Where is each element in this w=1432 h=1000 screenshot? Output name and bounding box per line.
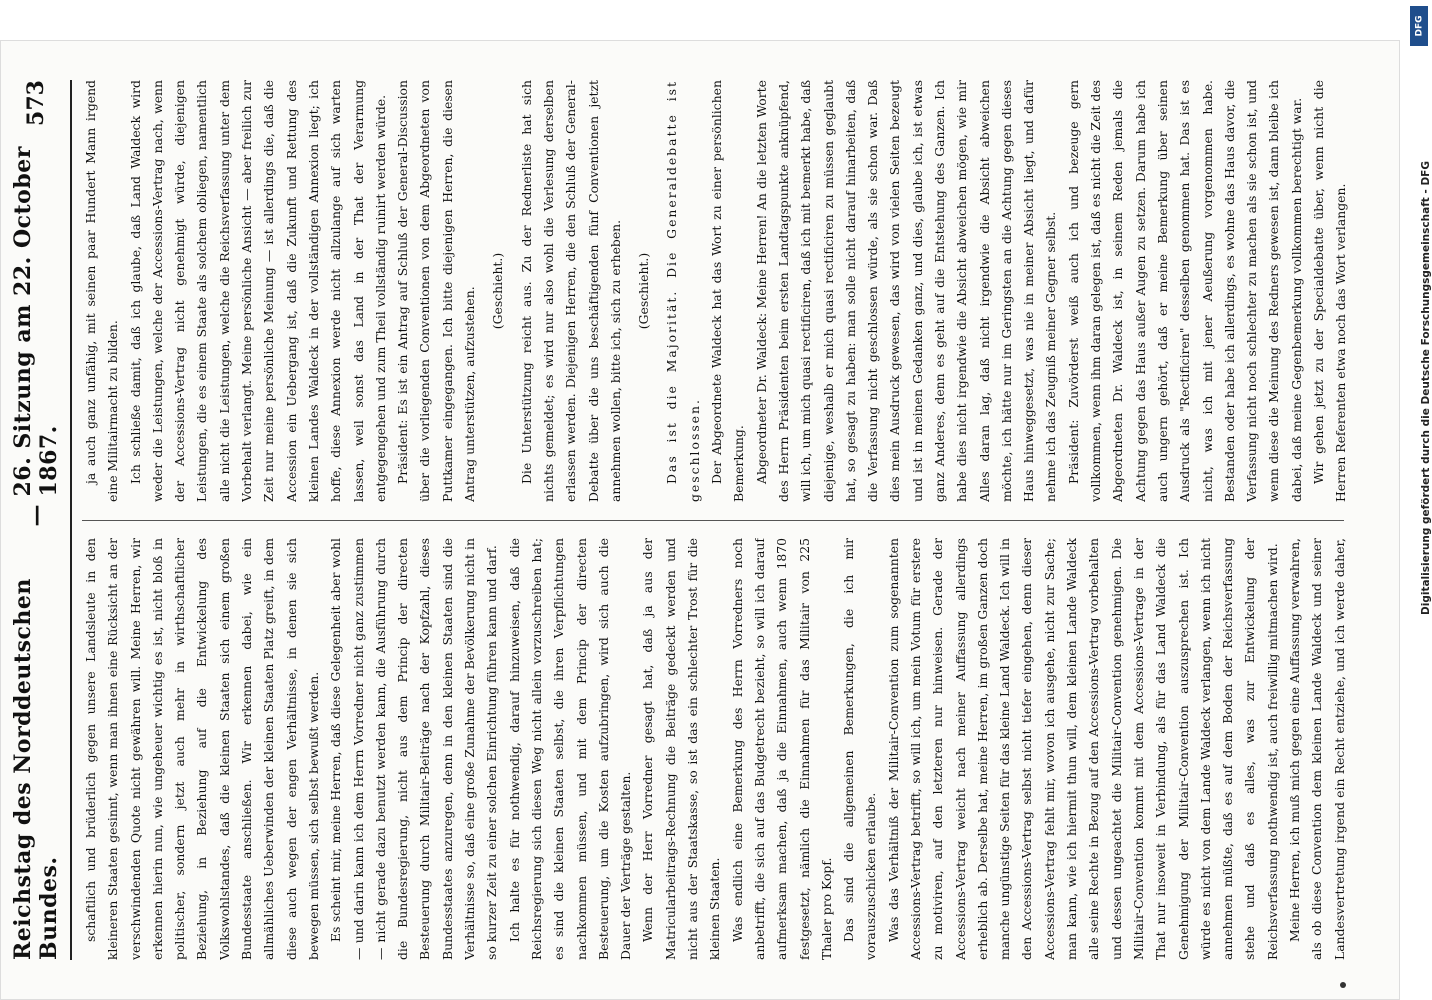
rotated-page bbox=[0, 40, 1400, 1000]
stage-direction: (Geschieht.) bbox=[490, 252, 506, 330]
paragraph: ja auch ganz unfähig, mit seinen paar Hundert Mann irgend eine Militairmacht zu bilden. bbox=[83, 80, 121, 502]
header-session-title: 26. Sitzung am 22. October 1867. bbox=[10, 146, 62, 497]
paragraph: Das ist die Majorität. Die Generaldebatte ist geschlossen. bbox=[664, 80, 702, 502]
dfg-sidebar bbox=[1408, 0, 1432, 1000]
digitization-credit: Digitalisierung gefördert durch die Deutsche Forschungsgemeinschaft - DFG bbox=[1420, 161, 1432, 615]
column-divider bbox=[82, 520, 1344, 521]
paragraph: schaftlich und brüderlich gegen unsere Landsleute in den kleineren Staaten gesinnt, wenn man ihnen eine Rücksicht an der verschwindenden Quote nicht gewähren will. Meine Herren, wir erkennen hierin nun, wie ungeheuer wichtig es ist, nicht bloß in politischer, sondern jetzt auch mehr in wirthschaftlicher Beziehung, in Beziehung auf die Entwickelung des Volkswohlstandes, daß die kleinen Staaten sich einem großen Bundesstaate anschließen. Wir erkennen dabei, wie ein allmähliches Ueberwinden der kleinen Staaten Platz greift, in dem diese auch wegen der engen Verhältnisse, in denen sie sich bewegen müssen, sich selbst bewußt werden. bbox=[83, 538, 321, 960]
page-header bbox=[4, 80, 68, 960]
dfg-logo-text: DFG bbox=[1414, 15, 1425, 37]
paragraph: Die Unterstützung reicht aus. Zu der Rednerliste hat sich nichts gemeldet; es wird nur also wohl die Verlesung derselben erlassen werden. Diejenigen Herren, die den Schluß der General-Debatte über die uns beschäftigenden fünf Conventionen jetzt annehmen wollen, bitte ich, sich zu erheben. bbox=[518, 80, 623, 502]
header-left-title: Reichstag des Norddeutschen Bundes. bbox=[10, 578, 62, 960]
paragraph: Ich schließe damit, daß ich glaube, daß Land Waldeck wird weder die Leistungen, welche der Accessions-Vertrag nach, wenn der Accessions-Vertrag nicht genehmigt würde, diejenigen Leistungen, die es einem Staate als solchem obliegen, namentlich alle nicht die Leistungen, welche die Reichsverfassung unter dem Vorbehalt verlangt. Meine persönliche Ansicht — aber freilich zur Zeit nur meine persönliche Meinung — ist allerdings die, daß die Accession ein Uebergang ist, daß die Zukunft und Rettung des kleinen Landes Waldeck in der vollständigen Annexion liegt; ich hoffe, diese Annexion werde nicht allzulange auf sich warten lassen, weil sonst das Land in der That der Verarmung entgegengehen und zum Theil vollständig ruinirt werden würde. bbox=[127, 80, 388, 502]
right-column bbox=[80, 80, 1348, 502]
paragraph-speech: Abgeordneter Dr. Waldeck: Meine Herren! An die letzten Worte des Herrn Präsidenten beim ersten Landtagspunkte anknüpfend, will ich, um mich quasi rectificiren, daß ich mit bemerkt habe, daß diejenige, weshalb er mich quasi rectificiren zu müssen geglaubt hat, so gesagt zu haben: man solle nicht darauf hinarbeiten, daß die Verfassung nicht geschlossen würde, als sie schon war. Daß dies mein Ausdruck gewesen, das wird von vielen Seiten bezeugt und ist in meinen Gedanken ganz, und dies, glaube ich, ist etwas ganz Anderes, denn es geht auf die Entstehung des Ganzen. Ich habe dies nicht irgendwie die Absicht abweichen mögen, wie mir Alles daran lag, daß nicht irgendwie die Absicht abweichen möchte, ich hätte nur im Geringsten an die Achtung gegen dieses Haus hinweggesetzt, was nie in meiner Absicht liegt, und dafür nehme ich das Zeugniß meiner Gegner selbst. bbox=[753, 80, 1059, 502]
paragraph: Ich halte es für nothwendig, darauf hinzuweisen, daß die Reichsregierung sich diesen Weg nicht allein vorzuschreiben hat; es sind die kleinen Staaten selbst, die ihren Verpflichtungen nachkommen müssen, und mit dem Princip der directen Besteuerung, um die Kosten aufzubringen, wird sich auch die Dauer der Verträge gestalten. bbox=[506, 538, 634, 960]
margin-dot bbox=[1340, 982, 1346, 988]
paragraph: Was endlich eine Bemerkung des Herrn Vorredners noch anbetrifft, die sich auf das Budgetrecht bezieht, so will ich darauf aufmerksam machen, daß ja die Einnahmen, auch wenn 1870 festgesetzt, nämlich die Einnahmen für das Militair von 225 Thaler pro Kopf. bbox=[729, 538, 834, 960]
header-rule bbox=[70, 80, 72, 960]
paragraph: Wir gehen jetzt zu der Specialdebatte über, wenn nicht die Herren Referenten etwa noch das Wort verlangen. bbox=[1311, 80, 1348, 502]
paragraph: Wenn der Herr Vorredner gesagt hat, daß ja aus der Matricularbeitrags-Rechnung die Beiträge gedeckt werden und nicht aus der Staatskasse, so ist das ein schlechter Trost für die kleinen Staaten. bbox=[640, 538, 723, 960]
left-column bbox=[80, 538, 1348, 960]
paragraph-president: Präsident: Zuvörderst weiß auch ich und bezeuge gern vollkommen, wenn ihm daran gelegen ist, daß es nicht die Zeit des Abgeordneten Dr. Waldeck ist, in seinem Reden jemals die Achtung gegen das Haus außer Augen zu setzen. Darum habe ich auch ungern gehört, daß er meine Bemerkung über seinen Ausdruck als "Rectificiren" desselben genommen hat. Das ist es nicht, was ich mit jener Aeußerung vorgenommen habe. Bestanden oder habe ich allerdings, es wohne das Haus davor, die Verfassung nicht noch schlechter zu machen als sie schon ist, und wenn diese die Meinung des Redners gewesen ist, dann bleibe ich dabei, daß meine Gegenbemerkung vollkommen berechtigt war. bbox=[1065, 80, 1304, 502]
header-separator: — bbox=[23, 504, 49, 527]
paragraph: Es scheint mir, meine Herren, daß diese Gelegenheit aber wohl — und darin kann ich dem Herrn Vorredner nicht ganz zustimmen — nicht gerade dazu benutzt werden kann, die Ausführung durch die Bundesregierung, nicht aus dem Princip der directen Besteuerung durch Militair-Beiträge nach der Kopfzahl, dieses Bundesstaates anzuregen, denn in den kleinen Staaten sind die Verhältnisse so, daß eine große Zunahme der Bevölkerung nicht in so kurzer Zeit zu einer solchen Einrichtung führen kann und darf. bbox=[328, 538, 500, 960]
paragraph: Meine Herren, ich muß mich gegen eine Auffassung verwahren, als ob diese Convention dem kleinen Lande Waldeck und seiner Landesvertretung irgend ein Recht entziehe, und ich werde daher, bbox=[1287, 538, 1347, 960]
stage-direction: (Geschieht.) bbox=[636, 252, 652, 330]
page-number: 573 bbox=[23, 80, 49, 126]
paragraph-president: Präsident: Es ist ein Antrag auf Schluß der General-Discussion über die vorliegenden Conventionen von dem Abgeordneten von Puttkamer eingegangen. Ich bitte diejenigen Herren, die diesen Antrag unterstützen, aufzustehen. bbox=[395, 80, 478, 502]
paragraph: Das sind die allgemeinen Bemerkungen, die ich mir vorauszuschicken erlaube. bbox=[841, 538, 879, 960]
paragraph: Der Abgeordnete Waldeck hat das Wort zu einer persönlichen Bemerkung. bbox=[709, 80, 747, 502]
paragraph: Was das Verhältniß der Militair-Convention zum sogenannten Accessions-Vertrag betrifft, so will ich, um mein Votum für erstere zu motiviren, auf den letzteren nur hinweisen. Gerade der Accessions-Vertrag weicht nach meiner Auffassung allerdings erheblich ab. Derselbe hat, meine Herren, im großen Ganzen doch manche ungünstige Seiten für das kleine Land Waldeck. Ich will in den Accessions-Vertrag selbst nicht tiefer eingehen, denn dieser Accessions-Vertrag fehlt mir, wovon ich ausgehe, nicht zur Sache; man kann, wie ich hiermit thun will, dem kleinen Lande Waldeck alle seine Rechte in Bezug auf den Accessions-Vertrag vorbehalten und dessen ungeachtet die Militair-Convention genehmigen. Die Militair-Convention kommt mit dem Accessions-Vertrage in der That nur insoweit in Verbindung, als für das Land Waldeck die Genehmigung der Militair-Convention auszusprechen ist. Ich würde es nicht von dem Lande Waldeck verlangen, wenn ich nicht annehmen müßte, daß es auf dem Boden der Reichsverfassung stehe und daß es alles, was zur Entwickelung der Reichsverfassung nothwendig ist, auch freiwillig mitmachen wird. bbox=[885, 538, 1280, 960]
